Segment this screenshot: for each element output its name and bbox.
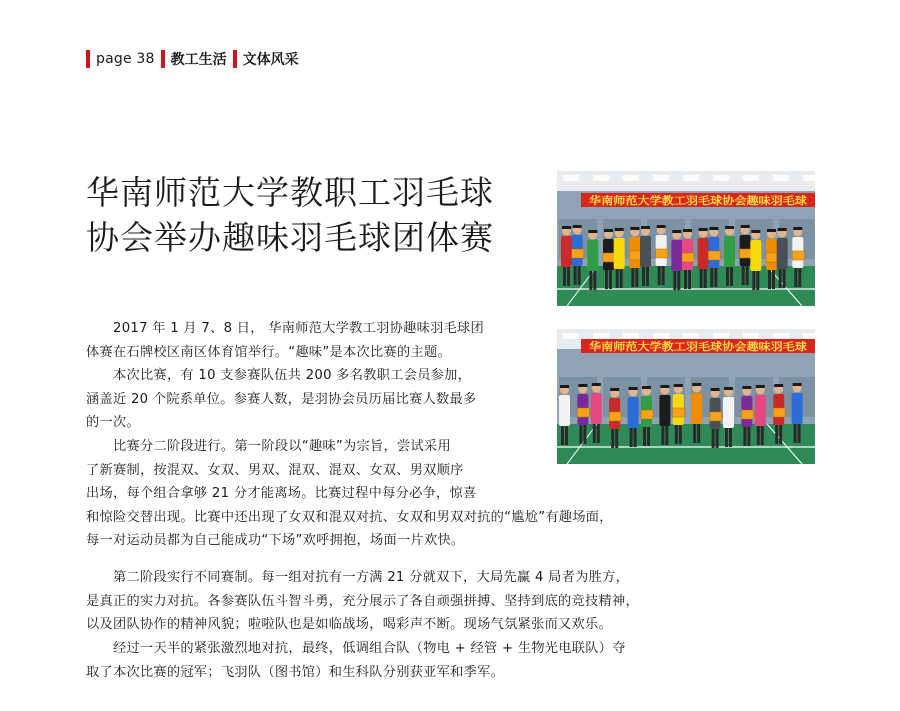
paragraph-line: 取了本次比赛的冠军；飞羽队（图书馆）和生科队分别获亚军和季军。: [86, 664, 505, 680]
subsection-name: 文体风采: [242, 52, 299, 68]
paragraph-4: [86, 566, 639, 637]
banner-text: 华南师范大学教工羽毛球协会趣味羽毛球: [589, 341, 778, 353]
page-number: page 38: [96, 51, 155, 67]
paragraph-2: [86, 364, 477, 435]
paragraph-line: 2017 年 1 月 7、8 日， 华南师范大学教工羽协趣味羽毛球团: [113, 321, 485, 336]
title-line-2: 协会举办趣味羽毛球团体赛: [86, 218, 494, 257]
paragraph-line: 比赛分二阶段进行。第一阶段以“趣味”为宗旨，尝试采用: [113, 439, 451, 454]
banner-text: 华南师范大学教工羽毛球协会趣味羽毛球: [589, 195, 778, 207]
paragraph-line: 出场，每个组合拿够 21 分才能离场。比赛过程中每分必争，惊喜: [86, 486, 477, 501]
paragraph-line: 涵盖近 20 个院系单位。参赛人数，是羽协会员历届比赛人数最多: [86, 391, 477, 407]
article-title: [86, 170, 536, 260]
paragraph-line: 以及团队协作的精神风貌；啦啦队也是如临战场，喝彩声不断。现场气氛紧张而又欢乐。: [86, 617, 613, 632]
photo-graphic: [557, 171, 815, 306]
accent-bar: [86, 50, 90, 68]
paragraph-1: [86, 317, 484, 364]
section-segment: [161, 49, 227, 69]
paragraph-line: 是真正的实力对抗。各参赛队伍斗智斗勇，充分展示了各自顽强拼搏、坚持到底的竞技精神，: [86, 593, 639, 609]
accent-bar: [161, 50, 165, 68]
paragraph-line: 体赛在石牌校区南区体育馆举行。“趣味”是本次比赛的主题。: [86, 344, 451, 360]
paragraph-line: 的一次。: [86, 415, 140, 430]
paragraph-line: 本次比赛，有 10 支参赛队伍共 200 多名教职工会员参加，: [113, 368, 472, 383]
paragraph-3: [86, 435, 613, 553]
paragraph-line: 第二阶段实行不同赛制。每一组对抗有一方满 21 分就双下，大局先赢 4 局者为胜方，: [113, 570, 630, 585]
title-line-1: 华南师范大学教职工羽毛球: [86, 173, 494, 212]
team-photo-1: [557, 171, 815, 306]
page-header: [86, 48, 305, 70]
paragraph-5: [86, 637, 626, 684]
section-name: 教工生活: [170, 52, 227, 68]
paragraph-line: 经过一天半的紧张激烈地对抗，最终，低调组合队（物电 + 经管 + 生物光电联队）夺: [113, 641, 626, 656]
paragraph-line: 每一对运动员都为自己能成功“下场”欢呼拥抱，场面一片欢快。: [86, 533, 465, 548]
subsection-segment: [233, 49, 299, 69]
paragraph-line: 了新赛制，按混双、女双、男双、混双、混双、女双、男双顺序: [86, 462, 464, 478]
page-number-segment: [86, 50, 155, 68]
accent-bar: [233, 50, 237, 68]
paragraph-line: 和惊险交替出现。比赛中还出现了女双和混双对抗、女双和男双对抗的“尴尬”有趣场面，: [86, 509, 613, 525]
